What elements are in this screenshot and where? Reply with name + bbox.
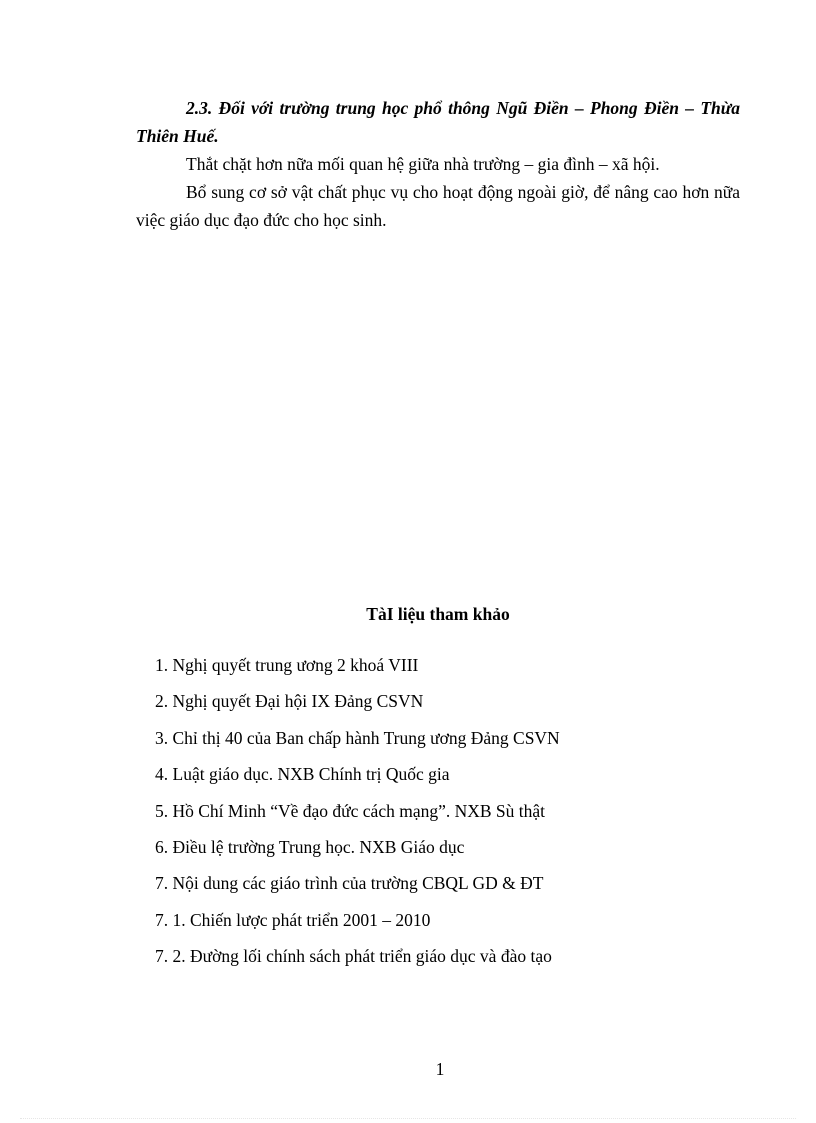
reference-item: 7. 2. Đường lối chính sách phát triển giáo dục và đào tạo [155, 946, 552, 967]
reference-item: 7. 1. Chiến lược phát triển 2001 – 2010 [155, 909, 431, 930]
reference-item: 2. Nghị quyết Đại hội IX Đảng CSVN [155, 691, 424, 712]
references-list [155, 652, 560, 980]
references-title: TàI liệu tham khảo [366, 604, 510, 624]
page-bottom-divider [20, 1118, 796, 1119]
reference-item: 1. Nghị quyết trung ương 2 khoá VIII [155, 655, 419, 675]
paragraph-facilities: Bổ sung cơ sở vật chất phục vụ cho hoạt động ngoài giờ, để nâng cao hơn nữa việc giáo dục đạo đức cho học sinh. [136, 182, 740, 230]
paragraph-relationship: Thắt chặt hơn nữa mối quan hệ giữa nhà trường – gia đình – xã hội. [186, 154, 660, 174]
reference-item: 7. Nội dung các giáo trình của trường CBQL GD & ĐT [155, 873, 544, 894]
reference-item: 5. Hồ Chí Minh “Về đạo đức cách mạng”. NXB Sù thật [155, 800, 546, 821]
reference-item: 4. Luật giáo dục. NXB Chính trị Quốc gia [155, 764, 450, 785]
section-content [136, 94, 740, 234]
section-heading: 2.3. Đối với trường trung học phổ thông Ngũ Điền – Phong Điền – Thừa Thiên Huế. [136, 98, 740, 146]
page-number: 1 [435, 1059, 445, 1079]
reference-item: 3. Chỉ thị 40 của Ban chấp hành Trung ương Đảng CSVN [155, 727, 560, 748]
reference-item: 6. Điều lệ trường Trung học. NXB Giáo dục [155, 836, 465, 857]
